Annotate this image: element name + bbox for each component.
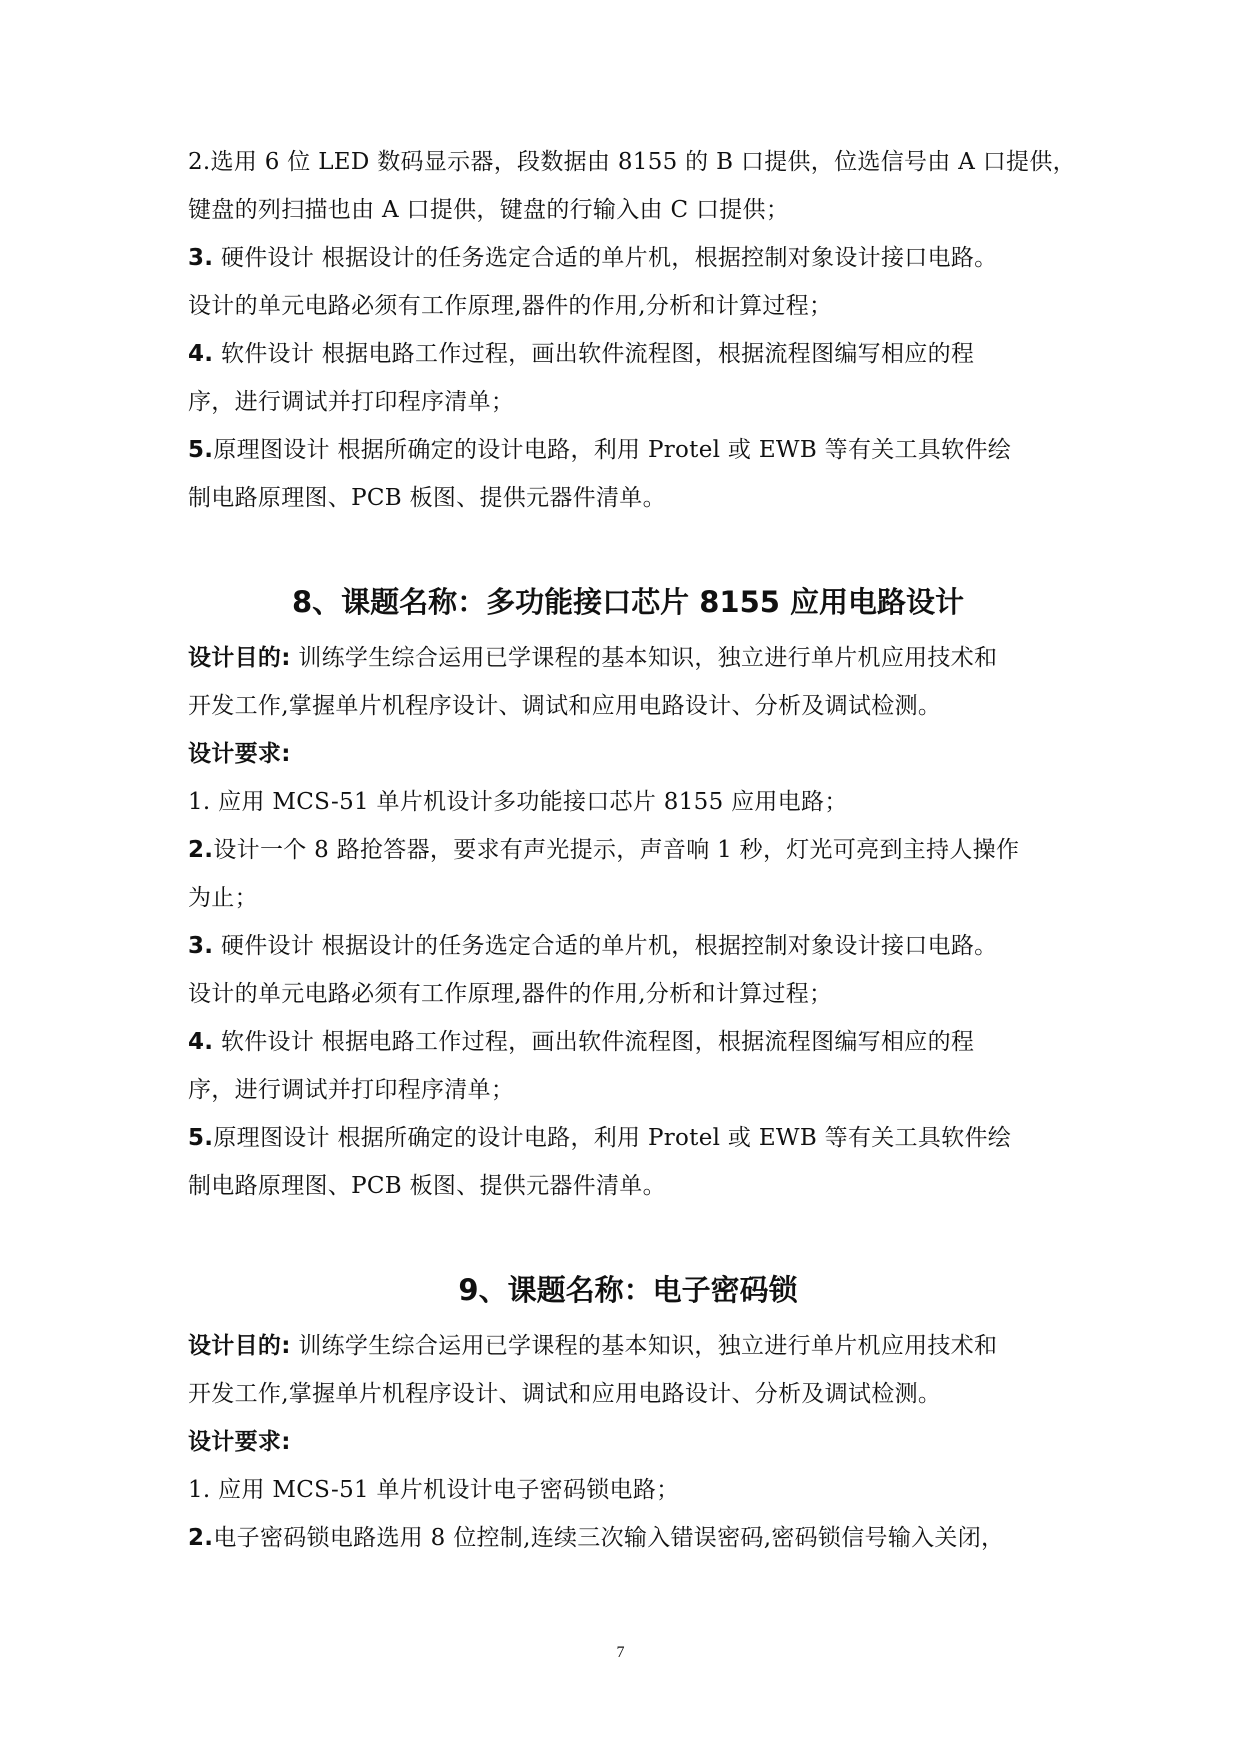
- purpose-label: 设计目的:: [188, 645, 291, 671]
- section-title: 8、课题名称：多功能接口芯片 8155 应用电路设计: [291, 585, 965, 619]
- text-line: 5.原理图设计 根据所确定的设计电路，利用 Protel 或 EWB 等有关工具软件绘: [188, 437, 1012, 463]
- list-item: 制电路原理图、PCB 板图、提供元器件清单。: [188, 1173, 666, 1199]
- text-line: 3. 硬件设计 根据设计的任务选定合适的单片机，根据控制对象设计接口电路。: [188, 245, 998, 271]
- text-line: 4. 软件设计 根据电路工作过程，画出软件流程图，根据流程图编写相应的程: [188, 341, 975, 367]
- item-number: 5.: [188, 1125, 214, 1151]
- requirements-label-line: [188, 738, 1068, 786]
- page-content: [188, 146, 1076, 1570]
- item-number: 3.: [188, 933, 214, 959]
- purpose-line: 设计目的: 训练学生综合运用已学课程的基本知识，独立进行单片机应用技术和: [188, 645, 998, 671]
- item-number: 3.: [188, 245, 214, 271]
- purpose-label: 设计目的:: [188, 1333, 291, 1359]
- continued-requirements: [188, 146, 1076, 530]
- section-title: 9、课题名称：电子密码锁: [458, 1273, 798, 1307]
- text-line: 键盘的列扫描也由 A 口提供，键盘的行输入由 C 口提供；: [188, 197, 790, 223]
- list-item: 为止；: [188, 885, 258, 911]
- section-9: [188, 1270, 1068, 1570]
- requirements-label: 设计要求:: [188, 1429, 291, 1455]
- list-item: 3. 硬件设计 根据设计的任务选定合适的单片机，根据控制对象设计接口电路。: [188, 933, 998, 959]
- list-item: 序，进行调试并打印程序清单；: [188, 1077, 515, 1103]
- text-line: 序，进行调试并打印程序清单；: [188, 389, 515, 415]
- list-item: 1. 应用 MCS-51 单片机设计多功能接口芯片 8155 应用电路；: [188, 789, 848, 815]
- list-item: 5.原理图设计 根据所确定的设计电路，利用 Protel 或 EWB 等有关工具软件绘: [188, 1125, 1012, 1151]
- list-item: 2.电子密码锁电路选用 8 位控制,连续三次输入错误密码,密码锁信号输入关闭，: [188, 1525, 1005, 1551]
- list-item: 设计的单元电路必须有工作原理,器件的作用,分析和计算过程；: [188, 981, 833, 1007]
- text-line: 制电路原理图、PCB 板图、提供元器件清单。: [188, 485, 666, 511]
- text-line: 2.选用 6 位 LED 数码显示器，段数据由 8155 的 B 口提供，位选信号由 A 口提供，: [188, 149, 1076, 175]
- purpose-line: 设计目的: 训练学生综合运用已学课程的基本知识，独立进行单片机应用技术和: [188, 1333, 998, 1359]
- purpose-line: 开发工作,掌握单片机程序设计、调试和应用电路设计、分析及调试检测。: [188, 693, 942, 719]
- list-item: 2.设计一个 8 路抢答器，要求有声光提示，声音响 1 秒，灯光可亮到主持人操作: [188, 837, 1020, 863]
- requirements-label-line: [188, 1426, 1068, 1474]
- item-number: 4.: [188, 341, 214, 367]
- item-number: 4.: [188, 1029, 214, 1055]
- list-item: 1. 应用 MCS-51 单片机设计电子密码锁电路；: [188, 1477, 680, 1503]
- text-line: 设计的单元电路必须有工作原理,器件的作用,分析和计算过程；: [188, 293, 833, 319]
- section-8: [188, 582, 1068, 1218]
- list-item: 4. 软件设计 根据电路工作过程，画出软件流程图，根据流程图编写相应的程: [188, 1029, 975, 1055]
- requirements-label: 设计要求:: [188, 741, 291, 767]
- item-number: 5.: [188, 437, 214, 463]
- page-number: 7: [616, 1644, 625, 1661]
- item-number: 2.: [188, 1525, 214, 1551]
- purpose-line: 开发工作,掌握单片机程序设计、调试和应用电路设计、分析及调试检测。: [188, 1381, 942, 1407]
- item-number: 2.: [188, 837, 214, 863]
